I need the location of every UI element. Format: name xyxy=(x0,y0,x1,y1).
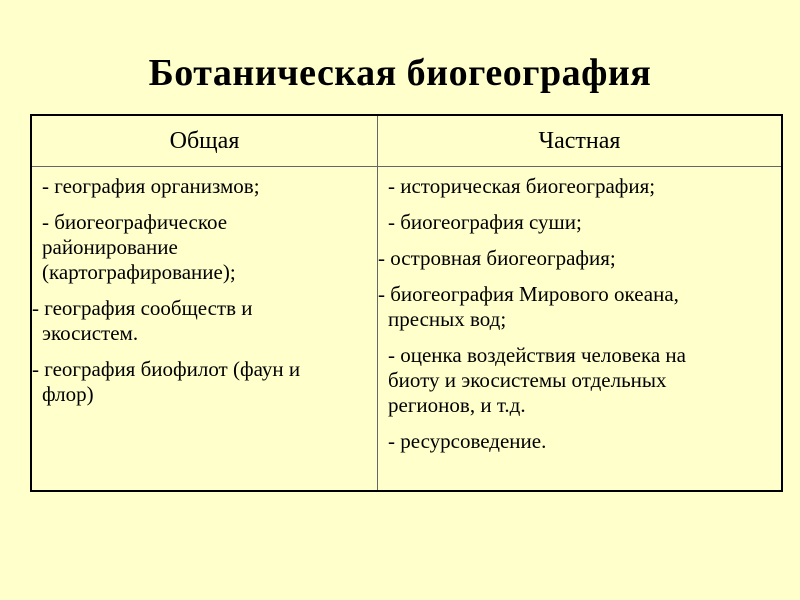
list-item-line: - ресурсоведение. xyxy=(388,429,547,453)
list-item-line: (картографирование); xyxy=(42,260,236,284)
list-item xyxy=(378,282,778,332)
comparison-table xyxy=(30,114,783,492)
list-item-line: районирование xyxy=(42,235,178,259)
list-item-line: флор) xyxy=(42,382,94,406)
list-item-line: - биогеография суши; xyxy=(388,210,582,234)
specific-column xyxy=(378,168,778,454)
list-item-line: биоту и экосистемы отдельных xyxy=(388,368,667,392)
list-item-line: - география биофилот (фаун и xyxy=(32,357,301,381)
general-column xyxy=(32,168,372,407)
list-item-line: - география организмов; xyxy=(42,174,260,198)
list-item xyxy=(378,246,778,271)
list-item-line: - оценка воздействия человека на xyxy=(388,343,686,367)
list-item-line: - историческая биогеография; xyxy=(388,174,656,198)
table-header-row xyxy=(32,116,781,167)
list-item-line: - островная биогеография; xyxy=(378,246,616,270)
list-item-line: экосистем. xyxy=(42,321,139,345)
list-item-line: - биогеографическое xyxy=(42,210,228,234)
list-item xyxy=(32,296,372,346)
list-item xyxy=(378,429,778,454)
list-item-line: - география сообществ и xyxy=(32,296,253,320)
list-item xyxy=(378,343,778,418)
slide-title: Ботаническая биогеография xyxy=(148,52,652,94)
list-item xyxy=(32,357,372,407)
list-item xyxy=(32,174,372,199)
header-specific: Частная xyxy=(538,128,621,154)
list-item-line: регионов, и т.д. xyxy=(388,393,526,417)
header-general: Общая xyxy=(169,128,240,154)
list-item-line: - биогеография Мирового океана, xyxy=(378,282,679,306)
list-item xyxy=(378,174,778,199)
list-item xyxy=(378,210,778,235)
list-item xyxy=(32,210,372,285)
list-item-line: пресных вод; xyxy=(388,307,507,331)
